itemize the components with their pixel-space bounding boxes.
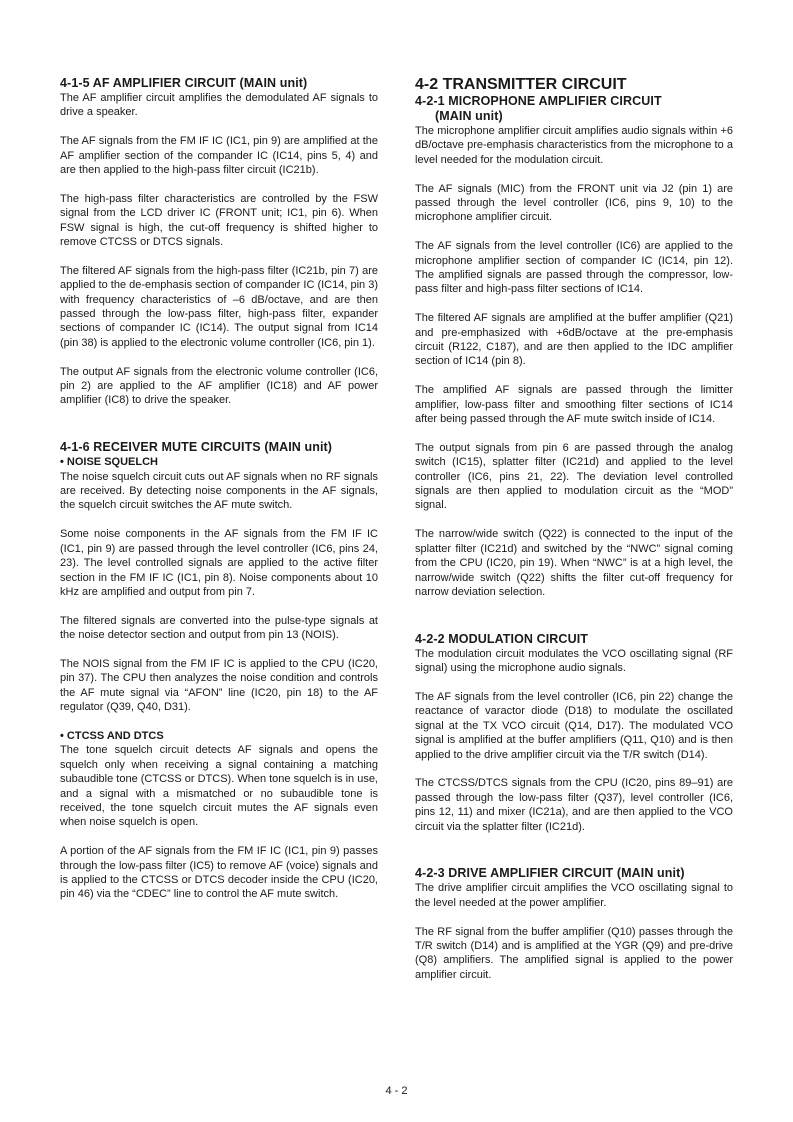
paragraph: The noise squelch circuit cuts out AF signals when no RF signals are received. By detecting noise components in the AF signals, the squelch circuit switches the AF mute switch. bbox=[60, 470, 378, 512]
paragraph: The narrow/wide switch (Q22) is connected to the input of the splatter filter (IC21d) and switched by the “NWC” signal coming from the CPU (IC20, pin 19). When “NWC” is at a high level, the narrow/wide switch (Q22) shifts the filter cut-off frequency for narrow deviation selection. bbox=[415, 528, 733, 598]
paragraph: The high-pass filter characteristics are controlled by the FSW signal from the LCD driver IC (FRONT unit; IC1, pin 6). When FSW signal is high, the cut-off frequency is shifted higher to remove CTCSS or DTCS signals. bbox=[60, 192, 378, 249]
paragraph: The output signals from pin 6 are passed through the analog switch (IC15), splatter filter (IC21d) and applied to the level controller (IC6, pins 21, 22). The deviation level controlled signals are then applied to modulation circuit as the “MOD” signal. bbox=[415, 441, 733, 512]
paragraph: The filtered signals are converted into the pulse-type signals at the noise detector section and output from pin 13 (NOIS). bbox=[60, 614, 378, 642]
paragraph: The AF signals from the level controller (IC6, pin 22) change the reactance of varactor diode (D18) to modulate the oscillated signal at the TX VCO circuit (Q14, D17). The modulated VCO signal is amplified at the buffer amplifiers (Q11, Q10) and is then applied to the drive amplifier circuit via the T/R switch (D14). bbox=[415, 690, 733, 761]
section-title: 4-2 TRANSMITTER CIRCUIT bbox=[415, 76, 627, 93]
paragraph: The NOIS signal from the FM IF IC is applied to the CPU (IC20, pin 37). The CPU then analyzes the noise condition and controls the AF mute signal via “AFON” line (IC20, pin 18) to the AF regulator (Q39, Q40, D31). bbox=[60, 657, 378, 714]
heading-4-2-1: 4-2-1 MICROPHONE AMPLIFIER CIRCUIT bbox=[415, 94, 662, 108]
paragraph: The tone squelch circuit detects AF signals and opens the squelch only when receiving a signal containing a matching subaudible tone (CTCSS or DTCS). When tone squelch is in use, and a signal with a mismatched or no subaudible tone is received, the tone squelch circuit mutes the AF signals even when noise squelch is open. bbox=[60, 744, 378, 829]
paragraph: A portion of the AF signals from the FM IF IC (IC1, pin 9) passes through the low-pass filter (IC5) to remove AF (voice) signals and is applied to the CTCSS or DTCS decoder inside the CPU (IC20, pin 46) via the “CDEC” line to control the AF mute switch. bbox=[60, 845, 378, 901]
heading-4-2-2: 4-2-2 MODULATION CIRCUIT bbox=[415, 631, 588, 646]
right-column bbox=[415, 76, 733, 997]
paragraph: The filtered AF signals from the high-pass filter (IC21b, pin 7) are applied to the de-emphasis section of compander IC (IC14, pin 3) with frequency characteristics of –6 dB/octave, and are then passed through the low-pass filter, high-pass filter, expander sections of compander IC (IC14). The output signal from IC14 (pin 38) is applied to the electronic volume controller (IC6, pin 1). bbox=[60, 264, 378, 349]
heading-4-1-6: 4-1-6 RECEIVER MUTE CIRCUITS (MAIN unit) bbox=[60, 440, 333, 455]
subheading-noise-squelch: • NOISE SQUELCH bbox=[60, 456, 158, 469]
paragraph: The output AF signals from the electronic volume controller (IC6, pin 2) are applied to the AF amplifier (IC18) and AF power amplifier (IC8) to drive the speaker. bbox=[60, 365, 378, 407]
paragraph: Some noise components in the AF signals from the FM IF IC (IC1, pin 9) are passed through the level controller (IC6, pins 24, 23). The level controlled signals are applied to the active filter section in the FM IF IC (IC1, pin 8). Noise components about 10 kHz are amplified and output from pin 7. bbox=[60, 528, 378, 598]
paragraph: The modulation circuit modulates the VCO oscillating signal (RF signal) using the microphone audio signals. bbox=[415, 647, 733, 675]
paragraph: The AF signals (MIC) from the FRONT unit via J2 (pin 1) are passed through the level controller (IC6, pins 9, 10) to the microphone amplifier circuit. bbox=[415, 182, 733, 224]
paragraph: The AF signals from the FM IF IC (IC1, pin 9) are amplified at the AF amplifier section of the compander IC (IC14, pins 5, 4) and are then applied to the high-pass filter circuit (IC21b). bbox=[60, 135, 378, 177]
left-column bbox=[60, 76, 378, 916]
heading-4-1-5: 4-1-5 AF AMPLIFIER CIRCUIT (MAIN unit) bbox=[60, 76, 308, 90]
paragraph: The microphone amplifier circuit amplifies audio signals within +6 dB/octave pre-emphasis characteristics from the microphone to a level needed for the modulation circuit. bbox=[415, 125, 733, 166]
subheading-ctcss-dtcs: • CTCSS AND DTCS bbox=[60, 729, 164, 742]
paragraph: The filtered AF signals are amplified at the buffer amplifier (Q21) and pre-emphasized with +6dB/octave at the pre-emphasis circuit (R122, C187), and are then applied to the IDC amplifier section of IC14 (pin 8). bbox=[415, 312, 733, 368]
heading-4-2-1-unit: (MAIN unit) bbox=[435, 109, 503, 123]
page-number: 4 - 2 bbox=[385, 1085, 408, 1097]
paragraph: The RF signal from the buffer amplifier (Q10) passes through the T/R switch (D14) and is amplified at the YGR (Q9) and pre-drive (Q8) amplifiers. The amplified signal is applied to the power amplifier circuit. bbox=[415, 925, 733, 981]
paragraph: The amplified AF signals are passed through the limitter amplifier, low-pass filter and smoothing filter sections of IC14 after being passed through the AF mute switch inside of IC14. bbox=[415, 384, 733, 426]
heading-4-2-3: 4-2-3 DRIVE AMPLIFIER CIRCUIT (MAIN unit) bbox=[415, 866, 685, 881]
paragraph: The CTCSS/DTCS signals from the CPU (IC20, pins 89–91) are passed through the low-pass filter (Q37), level controller (IC6, pins 12, 11) and mixer (IC21a), and are then applied to the VCO circuit via the splatter filter (IC21d). bbox=[415, 777, 733, 833]
paragraph: The AF amplifier circuit amplifies the demodulated AF signals to drive a speaker. bbox=[60, 92, 378, 119]
paragraph: The drive amplifier circuit amplifies the VCO oscillating signal to the level needed at the power amplifier. bbox=[415, 882, 733, 909]
paragraph: The AF signals from the level controller (IC6) are applied to the microphone amplifier section of compander IC (IC14, pin 12). The amplified signals are passed through the compressor, low-pass filter and high-pass filter sections of IC14. bbox=[415, 240, 733, 296]
